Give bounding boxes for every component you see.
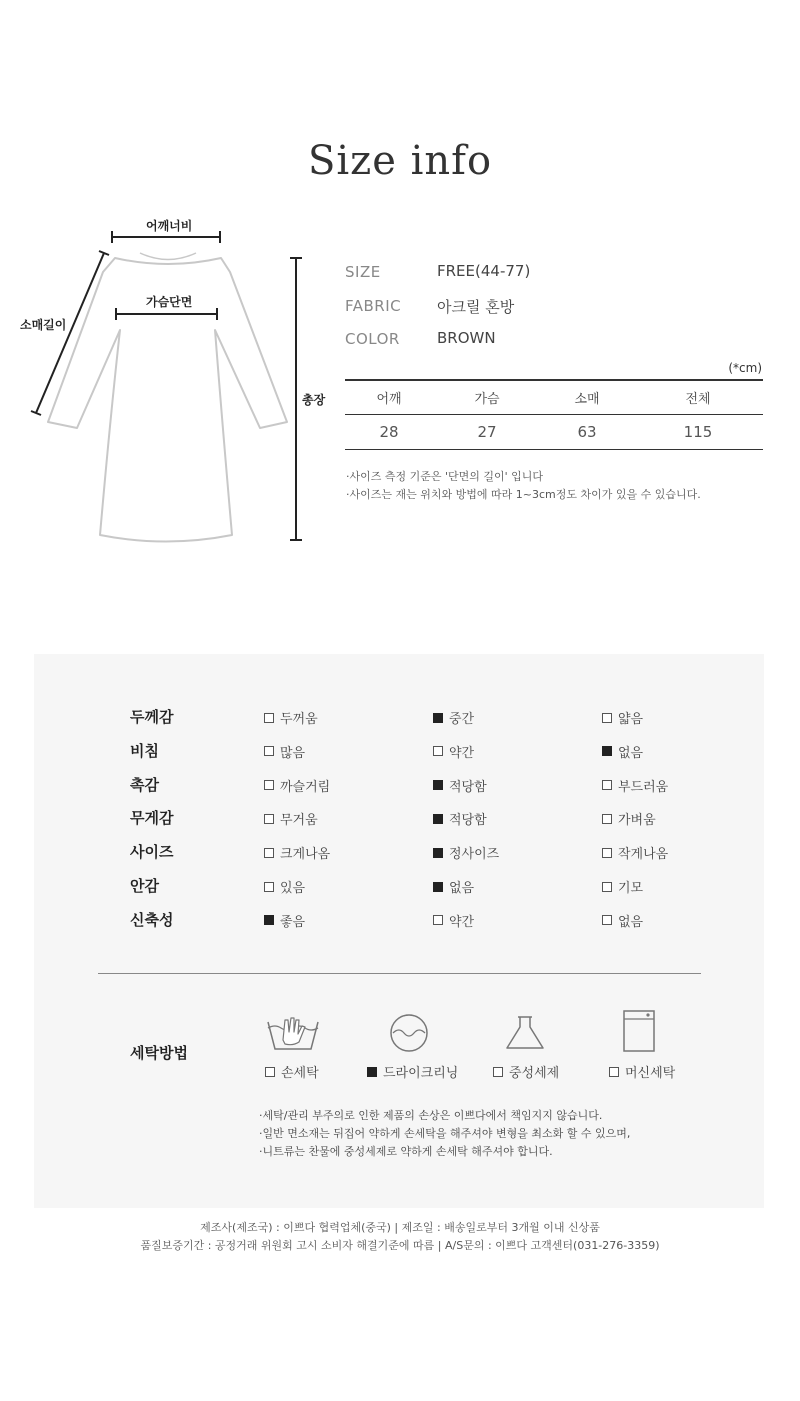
divider xyxy=(98,973,701,974)
wash-note: ·일반 면소재는 뒤집어 약하게 손세탁을 해주셔야 변형을 최소화 할 수 있으며, xyxy=(259,1127,631,1140)
feature-option[interactable]: 있음 xyxy=(264,877,305,896)
wash-note: ·니트류는 찬물에 중성세제로 약하게 손세탁 해주셔야 합니다. xyxy=(259,1145,553,1158)
size-header-cell: 가슴 xyxy=(474,392,500,407)
garment-diagram xyxy=(0,200,340,560)
feature-label: 신축성 xyxy=(130,910,174,929)
feature-option[interactable]: 기모 xyxy=(602,877,643,896)
feature-label: 촉감 xyxy=(130,775,159,794)
checkbox-checked[interactable] xyxy=(433,882,443,892)
size-header-cell: 어깨 xyxy=(376,392,402,407)
checkbox[interactable] xyxy=(602,848,612,858)
size-table-row xyxy=(345,415,763,449)
checkbox-checked[interactable] xyxy=(433,848,443,858)
wash-option-machine[interactable]: 머신세탁 xyxy=(609,1062,675,1081)
checkbox[interactable] xyxy=(602,713,612,723)
feature-option[interactable]: 두꺼움 xyxy=(264,708,318,727)
feature-label: 사이즈 xyxy=(130,843,174,862)
feature-option[interactable]: 없음 xyxy=(602,911,643,930)
sleeve-length-label: 소매길이 xyxy=(20,318,67,332)
footer-manufacturer: 제조사(제조국) : 이쁘다 협력업체(중국) | 제조일 : 배송일로부터 3개월 이내 신상품 xyxy=(200,1221,600,1234)
checkbox[interactable] xyxy=(264,848,274,858)
size-note: ·사이즈는 재는 위치와 방법에 따라 1~3cm정도 차이가 있을 수 있습니다. xyxy=(346,488,701,501)
neutral-detergent-icon xyxy=(504,1015,546,1051)
washing-machine-icon xyxy=(622,1009,656,1053)
spec-fabric-value: 아크릴 혼방 xyxy=(437,298,515,316)
checkbox[interactable] xyxy=(493,1067,503,1077)
checkbox[interactable] xyxy=(264,713,274,723)
feature-label: 안감 xyxy=(130,877,159,895)
checkbox[interactable] xyxy=(602,780,612,790)
feature-label: 두께감 xyxy=(130,708,174,726)
checkbox-checked[interactable] xyxy=(433,814,443,824)
feature-option[interactable]: 가벼움 xyxy=(602,809,656,828)
feature-option[interactable]: 많음 xyxy=(264,742,305,761)
size-value-cell: 115 xyxy=(683,423,713,441)
checkbox-checked[interactable] xyxy=(433,780,443,790)
total-length-label: 총장 xyxy=(302,393,326,407)
spec-fabric-key: FABRIC xyxy=(345,297,402,315)
feature-option[interactable]: 약간 xyxy=(433,911,474,930)
chest-width-label: 가슴단면 xyxy=(146,295,193,309)
checkbox[interactable] xyxy=(433,746,443,756)
spec-size-value: FREE(44-77) xyxy=(437,262,531,280)
feature-option[interactable]: 작게나옴 xyxy=(602,843,668,862)
checkbox[interactable] xyxy=(433,915,443,925)
feature-option[interactable]: 없음 xyxy=(433,877,474,896)
unit-label: (*cm) xyxy=(728,361,762,375)
feature-label: 무게감 xyxy=(130,809,174,828)
checkbox-checked[interactable] xyxy=(602,746,612,756)
wash-note: ·세탁/관리 부주의로 인한 제품의 손상은 이쁘다에서 책임지지 않습니다. xyxy=(259,1109,603,1122)
size-table-header xyxy=(345,381,763,415)
size-note: ·사이즈 측정 기준은 '단면의 길이' 입니다 xyxy=(346,470,544,483)
checkbox[interactable] xyxy=(264,780,274,790)
size-value-cell: 27 xyxy=(477,423,497,441)
checkbox[interactable] xyxy=(602,814,612,824)
checkbox-checked[interactable] xyxy=(264,915,274,925)
feature-option[interactable]: 적당함 xyxy=(433,776,487,795)
checkbox-checked[interactable] xyxy=(367,1067,377,1077)
wash-option-neutral[interactable]: 중성세제 xyxy=(493,1062,559,1081)
spec-size-key: SIZE xyxy=(345,263,381,281)
spec-color-key: COLOR xyxy=(345,330,400,348)
feature-option[interactable]: 크게나옴 xyxy=(264,843,330,862)
washing-method-label: 세탁방법 xyxy=(130,1044,188,1062)
feature-option[interactable]: 좋음 xyxy=(264,911,305,930)
feature-option[interactable]: 중간 xyxy=(433,708,474,727)
feature-option[interactable]: 무거움 xyxy=(264,809,318,828)
size-table xyxy=(345,379,763,450)
footer-warranty: 품질보증기간 : 공정거래 위원회 고시 소비자 해결기준에 따름 | A/S문의 : 이쁘다 고객센터(031-276-3359) xyxy=(140,1239,660,1252)
spec-color-value: BROWN xyxy=(437,329,496,347)
size-header-cell: 소매 xyxy=(574,392,600,407)
page-title: Size info xyxy=(307,138,493,184)
feature-option[interactable]: 부드러움 xyxy=(602,776,668,795)
wash-option-hand[interactable]: 손세탁 xyxy=(265,1062,319,1081)
dry-clean-icon xyxy=(388,1012,430,1054)
checkbox[interactable] xyxy=(265,1067,275,1077)
checkbox[interactable] xyxy=(602,915,612,925)
checkbox-checked[interactable] xyxy=(433,713,443,723)
checkbox[interactable] xyxy=(602,882,612,892)
feature-option[interactable]: 약간 xyxy=(433,742,474,761)
size-value-cell: 63 xyxy=(577,423,597,441)
feature-option[interactable]: 없음 xyxy=(602,742,643,761)
checkbox[interactable] xyxy=(609,1067,619,1077)
hand-wash-icon xyxy=(265,1016,321,1052)
checkbox[interactable] xyxy=(264,814,274,824)
checkbox[interactable] xyxy=(264,746,274,756)
size-header-cell: 전체 xyxy=(685,392,711,407)
feature-option[interactable]: 까슬거림 xyxy=(264,776,330,795)
feature-option[interactable]: 정사이즈 xyxy=(433,843,499,862)
checkbox[interactable] xyxy=(264,882,274,892)
shoulder-width-label: 어깨너비 xyxy=(146,219,193,233)
size-value-cell: 28 xyxy=(379,423,399,441)
feature-option[interactable]: 얇음 xyxy=(602,708,643,727)
feature-option[interactable]: 적당함 xyxy=(433,809,487,828)
feature-label: 비침 xyxy=(130,741,159,760)
dress-outline-illustration xyxy=(0,200,340,560)
wash-option-dry-clean[interactable]: 드라이크리닝 xyxy=(367,1062,458,1081)
fabric-features-panel xyxy=(34,654,764,1208)
